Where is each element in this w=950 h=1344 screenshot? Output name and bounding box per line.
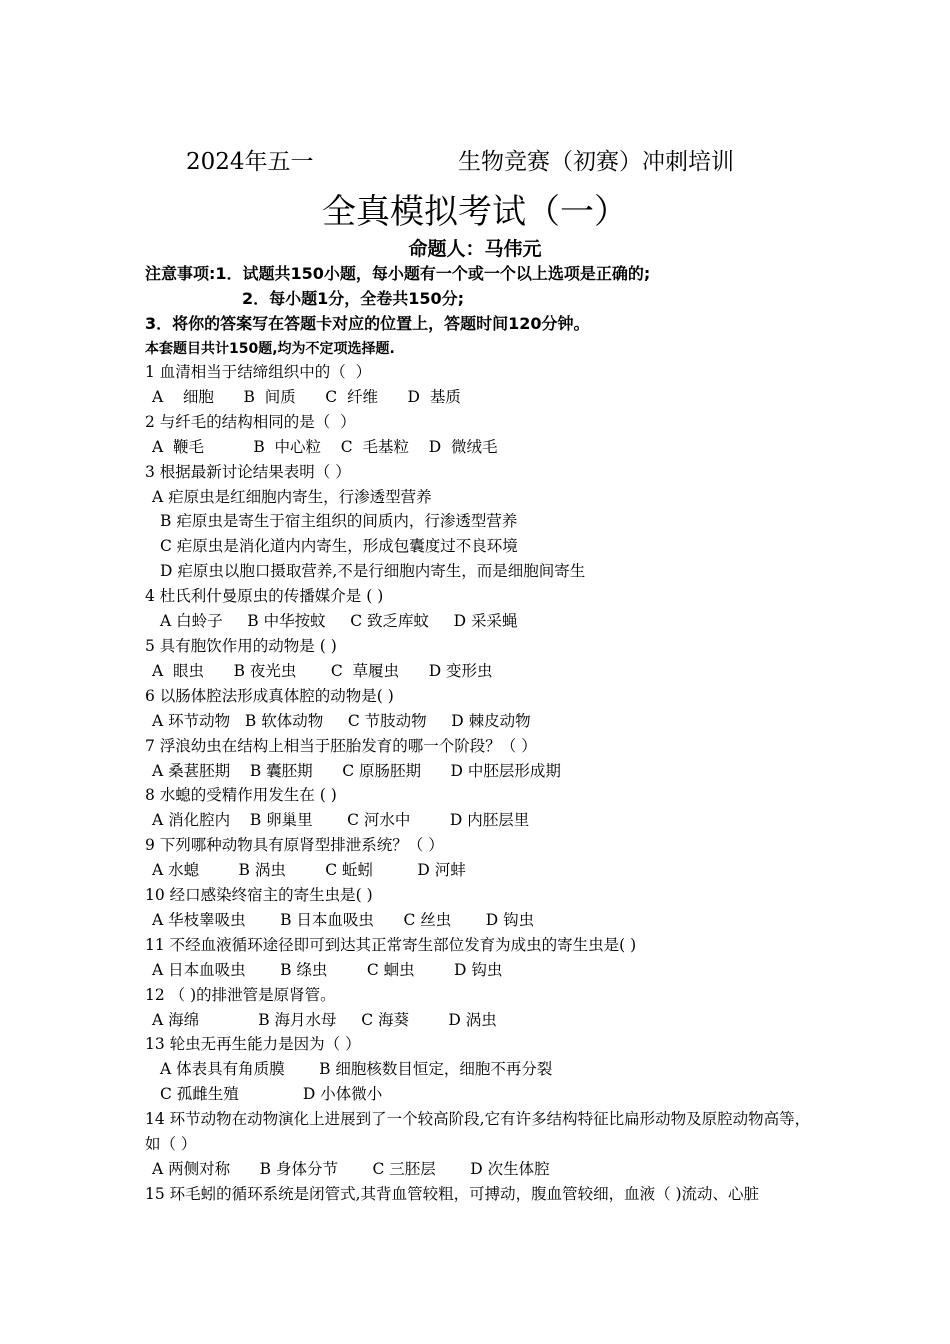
question-stem: 2 与纤毛的结构相同的是（ ） — [145, 412, 356, 431]
question-stem: 12 （ )的排泄管是原肾管。 — [145, 985, 336, 1004]
question-options: A 桑葚胚期 B 囊胚期 C 原肠胚期 D 中胚层形成期 — [152, 761, 561, 780]
exam-author: 命题人：马伟元 — [408, 238, 542, 260]
question-options: A 华枝睾吸虫 B 日本血吸虫 C 丝虫 D 钩虫 — [152, 910, 535, 929]
question-options: A 海绵 B 海月水母 C 海葵 D 涡虫 — [152, 1010, 497, 1029]
notice-line-2: 2．每小题1分，全卷共150分; — [242, 289, 465, 308]
exam-title: 全真模拟考试（一） — [322, 192, 628, 232]
header-right-text: 生物竞赛（初赛）冲刺培训 — [458, 149, 734, 175]
question-stem: 6 以肠体腔法形成真体腔的动物是( ) — [145, 686, 394, 705]
question-stem: 4 杜氏利什曼原虫的传播媒介是 ( ) — [145, 587, 384, 606]
question-stem: 14 环节动物在动物演化上进展到了一个较高阶段,它有许多结构特征比扁形动物及原腔动物高等，如（ ） — [145, 1110, 811, 1154]
question-stem: 1 血清相当于结缔组织中的（ ） — [145, 363, 372, 381]
question-options: A 日本血吸虫 B 绦虫 C 蛔虫 D 钩虫 — [152, 960, 503, 979]
question-stem: 13 轮虫无再生能力是因为（ ） — [145, 1035, 361, 1054]
question-stem: 15 环毛蚓的循环系统是闭管式,其背血管较粗，可搏动，腹血管较细，血液（ )流动、心脏 — [145, 1184, 760, 1203]
question-options: A 细胞 B 间质 C 纤维 D 基质 — [152, 387, 461, 406]
question-list — [145, 360, 815, 1207]
notice-line-1: 注意事项:1．试题共150小题，每小题有一个或一个以上选项是正确的; — [145, 264, 651, 283]
question-options: A 水螅 B 涡虫 C 蚯蚓 D 河蚌 — [152, 861, 466, 880]
question-stem: 10 经口感染终宿主的寄生虫是( ) — [145, 886, 373, 905]
question-options: A 两侧对称 B 身体分节 C 三胚层 D 次生体腔 — [152, 1160, 550, 1178]
question-options: A 疟原虫是红细胞内寄生，行渗透型营养 — [152, 487, 432, 506]
question-options: C 孤雌生殖 D 小体微小 — [160, 1085, 383, 1104]
question-options: D 疟原虫以胞口摄取营养,不是行细胞内寄生，而是细胞间寄生 — [160, 562, 586, 581]
question-options: A 鞭毛 B 中心粒 C 毛基粒 D 微绒毛 — [152, 437, 498, 456]
question-stem: 9 下列哪种动物具有原肾型排泄系统？（ ） — [145, 836, 444, 855]
exam-intro: 本套题目共计150题,均为不定项选择题. — [145, 341, 395, 357]
header-left-text: 2024年五一 — [186, 149, 314, 175]
notice-line-3: 3．将你的答案写在答题卡对应的位置上，答题时间120分钟。 — [145, 314, 590, 333]
question-stem: 5 具有胞饮作用的动物是 ( ) — [145, 636, 337, 655]
question-options: A 眼虫 B 夜光虫 C 草履虫 D 变形虫 — [152, 661, 493, 680]
question-stem: 11 不经血液循环途径即可到达其正常寄生部位发育为成虫的寄生虫是( ) — [145, 935, 637, 954]
question-stem: 7 浮浪幼虫在结构上相当于胚胎发育的哪一个阶段？（ ） — [145, 736, 537, 755]
question-stem: 8 水螅的受精作用发生在 ( ) — [145, 786, 337, 805]
question-options: A 体表具有角质膜 B 细胞核数目恒定，细胞不再分裂 — [160, 1060, 553, 1079]
question-options: A 白蛉子 B 中华按蚊 C 致乏库蚊 D 采采蝇 — [160, 612, 518, 631]
question-options: B 疟原虫是寄生于宿主组织的间质内，行渗透型营养 — [160, 512, 518, 531]
question-stem: 3 根据最新讨论结果表明（ ） — [145, 462, 351, 481]
question-options: C 疟原虫是消化道内内寄生，形成包囊度过不良环境 — [160, 537, 518, 556]
question-options: A 消化腔内 B 卵巢里 C 河水中 D 内胚层里 — [152, 811, 530, 830]
question-options: A 环节动物 B 软体动物 C 节肢动物 D 棘皮动物 — [152, 711, 531, 730]
